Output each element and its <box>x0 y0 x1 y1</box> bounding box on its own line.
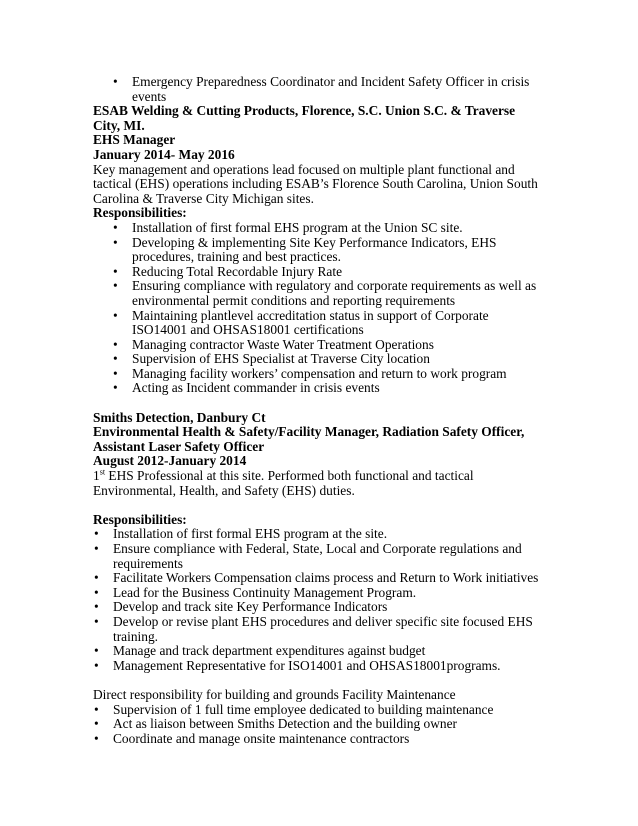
list-item-text: Emergency Preparedness Coordinator and Incident Safety Officer in crisis events <box>132 74 530 104</box>
list-item-text: Installation of first formal EHS program at the site. <box>113 526 388 542</box>
bullet-icon: • <box>113 380 118 396</box>
list-item-text: Manage and track department expenditures against budget <box>113 643 426 659</box>
list-item-text: Facilitate Workers Compensation claims process and Return to Work initiatives <box>113 570 539 586</box>
list-item <box>93 571 543 586</box>
list-item-text: Acting as Incident commander in crisis events <box>132 380 380 396</box>
list-item <box>93 236 543 265</box>
job-summary <box>93 469 543 498</box>
section-spacer <box>93 396 543 411</box>
company-name: ESAB Welding & Cutting Products, Florence, S.C. Union S.C. & Traverse City, MI. <box>93 103 516 133</box>
list-item <box>93 600 543 615</box>
list-item-text: Act as liaison between Smiths Detection and the building owner <box>113 716 457 732</box>
bullet-icon: • <box>94 716 99 732</box>
list-item-text: Reducing Total Recordable Injury Rate <box>132 263 343 279</box>
list-item-text: Supervision of EHS Specialist at Traverse City location <box>132 351 430 367</box>
summary-ordinal-number: 1 <box>93 468 100 484</box>
facility-heading: Direct responsibility for building and grounds Facility Maintenance <box>93 686 456 702</box>
bullet-icon: • <box>113 307 118 323</box>
facility-list <box>93 703 543 747</box>
bullet-icon: • <box>94 599 99 615</box>
list-item-text: Maintaining plantlevel accreditation status in support of Corporate ISO14001 and OHSAS18001 certifications <box>132 307 489 338</box>
list-item <box>93 644 543 659</box>
bullet-icon: • <box>94 541 99 556</box>
list-item-text: Develop and track site Key Performance Indicators <box>113 599 388 615</box>
list-item <box>93 717 543 732</box>
bullet-icon: • <box>113 219 118 235</box>
summary-text: EHS Professional at this site. Performed both functional and tactical Environmental, Health, and Safety (EHS) duties. <box>93 468 474 498</box>
list-item-text: Develop or revise plant EHS procedures and deliver specific site focused EHS training. <box>113 613 533 644</box>
responsibilities-heading: Responsibilities: <box>93 511 187 527</box>
bullet-icon: • <box>94 643 99 659</box>
bullet-icon: • <box>94 730 99 746</box>
bullet-icon: • <box>94 570 99 586</box>
list-item <box>93 732 543 747</box>
bullet-icon: • <box>113 351 118 367</box>
bullet-icon: • <box>113 234 118 250</box>
list-item-text: Managing contractor Waste Water Treatment Operations <box>132 336 434 352</box>
list-item <box>93 615 543 644</box>
list-item <box>93 586 543 601</box>
bullet-icon: • <box>113 278 118 294</box>
section-spacer <box>93 498 543 513</box>
top-bullet-list <box>93 75 543 104</box>
list-item-text: Management Representative for ISO14001 and OHSAS18001programs. <box>113 657 501 673</box>
list-item-text: Managing facility workers’ compensation and return to work program <box>132 365 507 381</box>
list-item <box>93 309 543 338</box>
list-item <box>93 659 543 674</box>
job-title: Environmental Health & Safety/Facility Manager, Radiation Safety Officer, Assistant Laser Safety Officer <box>93 424 525 454</box>
job-title: EHS Manager <box>93 132 176 148</box>
bullet-icon: • <box>113 336 118 352</box>
smiths-responsibility-list <box>93 527 543 673</box>
company-name: Smiths Detection, Danbury Ct <box>93 409 266 425</box>
list-item <box>93 352 543 367</box>
job-dates: January 2014- May 2016 <box>93 146 235 162</box>
responsibilities-heading: Responsibilities: <box>93 205 187 221</box>
list-item <box>93 703 543 718</box>
bullet-icon: • <box>113 74 118 89</box>
list-item-text: Ensuring compliance with regulatory and corporate requirements as well as environmental permit conditions and reporting requirements <box>132 278 537 308</box>
job-summary: Key management and operations lead focused on multiple plant functional and tactical (EHS) operations including ESAB’s Florence South Carolina, Union South Carolina & Traverse City Michigan sites. <box>93 161 538 206</box>
bullet-icon: • <box>94 584 99 600</box>
list-item <box>93 279 543 308</box>
list-item <box>93 338 543 353</box>
list-item-text: Lead for the Business Continuity Management Program. <box>113 584 417 600</box>
list-item <box>93 221 543 236</box>
job-dates: August 2012-January 2014 <box>93 453 247 469</box>
list-item <box>93 75 543 104</box>
list-item <box>93 542 543 571</box>
list-item <box>93 367 543 382</box>
bullet-icon: • <box>94 701 99 717</box>
bullet-icon: • <box>94 526 99 542</box>
summary-ordinal-suffix: st <box>99 467 106 477</box>
list-item-text: Supervision of 1 full time employee dedicated to building maintenance <box>113 701 494 717</box>
bullet-icon: • <box>113 365 118 381</box>
bullet-icon: • <box>94 613 99 629</box>
list-item-text: Developing & implementing Site Key Performance Indicators, EHS procedures, training and best practices. <box>132 234 497 265</box>
section-spacer <box>93 673 543 688</box>
list-item-text: Ensure compliance with Federal, State, Local and Corporate regulations and requirements <box>113 541 522 571</box>
list-item-text: Installation of first formal EHS program at the Union SC site. <box>132 219 463 235</box>
list-item <box>93 381 543 396</box>
list-item-text: Coordinate and manage onsite maintenance contractors <box>113 730 410 746</box>
bullet-icon: • <box>113 263 118 279</box>
resume-page <box>93 75 543 746</box>
esab-responsibility-list <box>93 221 543 396</box>
list-item <box>93 265 543 280</box>
bullet-icon: • <box>94 657 99 673</box>
list-item <box>93 527 543 542</box>
